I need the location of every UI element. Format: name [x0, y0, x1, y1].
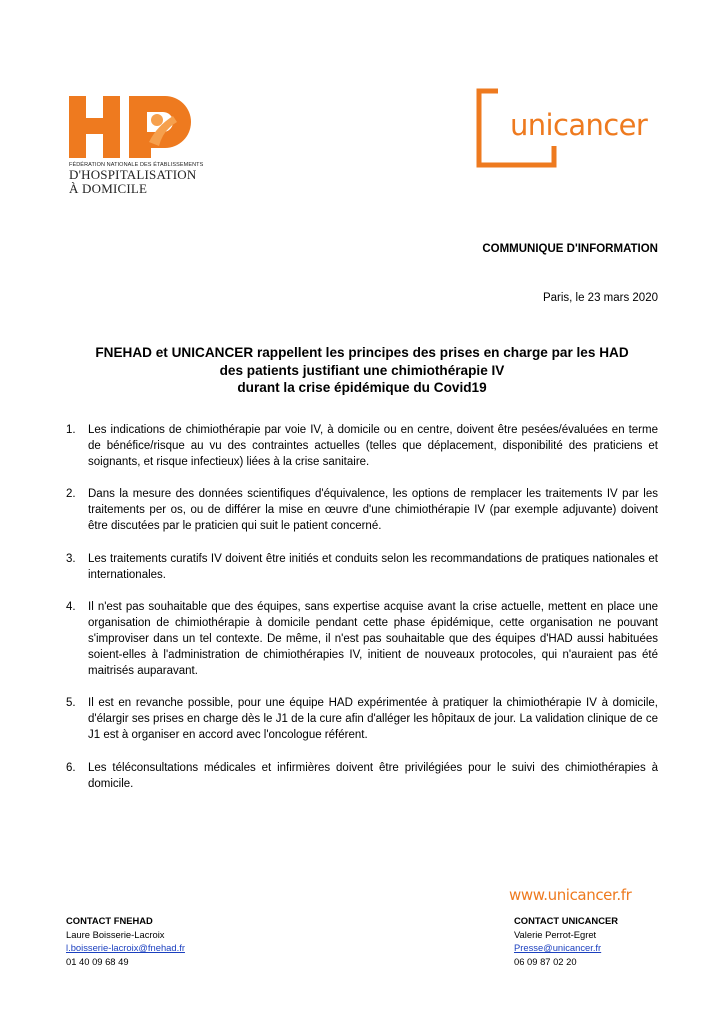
date-line: Paris, le 23 mars 2020	[542, 292, 658, 304]
fnehad-logo	[69, 94, 209, 196]
unicancer-wordmark: unicancer	[510, 108, 648, 142]
list-item-text: Les téléconsultations médicales et infirmières doivent être privilégiées pour le suivi des chimiothérapies à domicile.	[88, 761, 658, 790]
list-item-text: Il n'est pas souhaitable que des équipes, sans expertise acquise avant la crise actuelle, mettent en place une organisation de chimiothérapie à domicile pendant cette phase épidémique, cette organisation ne pouvant s'improviser dans un tel contexte. De même, il n'est pas souhaitable que des équipes d'HAD aussi habituées soient-elles à l'administration de chimiothérapies IV, initient de nouveaux protocoles, qui n'auraient pas été maitrisés auparavant.	[88, 601, 658, 677]
contact-name: Laure Boisserie-Lacroix	[66, 928, 165, 940]
points-list	[66, 423, 658, 809]
contact-unicancer	[514, 914, 618, 968]
list-item-number: 2.	[66, 488, 76, 501]
contact-fnehad	[66, 914, 185, 968]
list-item-number: 5.	[66, 697, 76, 710]
contact-email-link[interactable]: l.boisserie-lacroix@fnehad.fr	[66, 942, 185, 953]
contact-name: Valerie Perrot-Egret	[514, 928, 597, 940]
list-item-number: 6.	[66, 761, 76, 774]
website-link[interactable]: www.unicancer.fr	[509, 886, 632, 904]
list-item-number: 4.	[66, 601, 76, 614]
list-item-number: 3.	[66, 552, 76, 565]
list-item	[66, 761, 658, 793]
unicancer-logo	[476, 88, 658, 168]
document-title	[66, 344, 658, 397]
list-item	[66, 600, 658, 679]
contact-phone: 06 09 87 02 20	[514, 955, 577, 967]
list-item	[66, 487, 658, 534]
list-item-text: Il est en revanche possible, pour une équipe HAD expérimentée à pratiquer la chimiothérapie IV à domicile, d'élargir ses prises en charge dès le J1 de la cure afin d'alléger les hôpitaux de jour. La validation clinique de ce J1 est à organiser en accord avec l'oncologue référent.	[88, 697, 658, 741]
title-line-1: FNEHAD et UNICANCER rappellent les principes des prises en charge par les HAD	[95, 345, 629, 360]
list-item-text: Les traitements curatifs IV doivent être initiés et conduits selon les recommandations de pratiques nationales et internationales.	[88, 552, 658, 581]
fnehad-line-1: D'HOSPITALISATION	[69, 167, 197, 182]
contact-title: CONTACT UNICANCER	[514, 915, 618, 926]
contact-phone: 01 40 09 68 49	[66, 955, 129, 967]
title-line-3: durant la crise épidémique du Covid19	[237, 380, 487, 395]
communique-heading: COMMUNIQUE D'INFORMATION	[482, 243, 658, 255]
fnehad-had-emblem-icon	[69, 94, 197, 160]
contact-email-link[interactable]: Presse@unicancer.fr	[514, 942, 602, 953]
list-item-text: Les indications de chimiothérapie par voie IV, à domicile ou en centre, doivent être pesées/évaluées en terme de bénéfice/risque au vu des contraintes actuelles (telles que déplacement, disponibilité des praticiens et soignants, et risque infectieux) liées à la crise sanitaire.	[88, 424, 658, 468]
title-line-2: des patients justifiant une chimiothérapie IV	[219, 362, 505, 378]
contact-title: CONTACT FNEHAD	[66, 915, 153, 926]
list-item-number: 1.	[66, 424, 76, 436]
list-item-text: Dans la mesure des données scientifiques d'équivalence, les options de remplacer les traitements IV par les traitements per os, ou de différer la mise en œuvre d'une chimiothérapie IV (par exemple adjuvante) doivent être discutées par le praticien qui suit le patient concerné.	[88, 488, 658, 532]
list-item	[66, 552, 658, 584]
fnehad-subtitle: FÉDÉRATION NATIONALE DES ÉTABLISSEMENTS	[69, 162, 204, 168]
list-item	[66, 696, 658, 743]
list-item	[66, 423, 658, 470]
fnehad-line-2: À DOMICILE	[69, 181, 148, 196]
